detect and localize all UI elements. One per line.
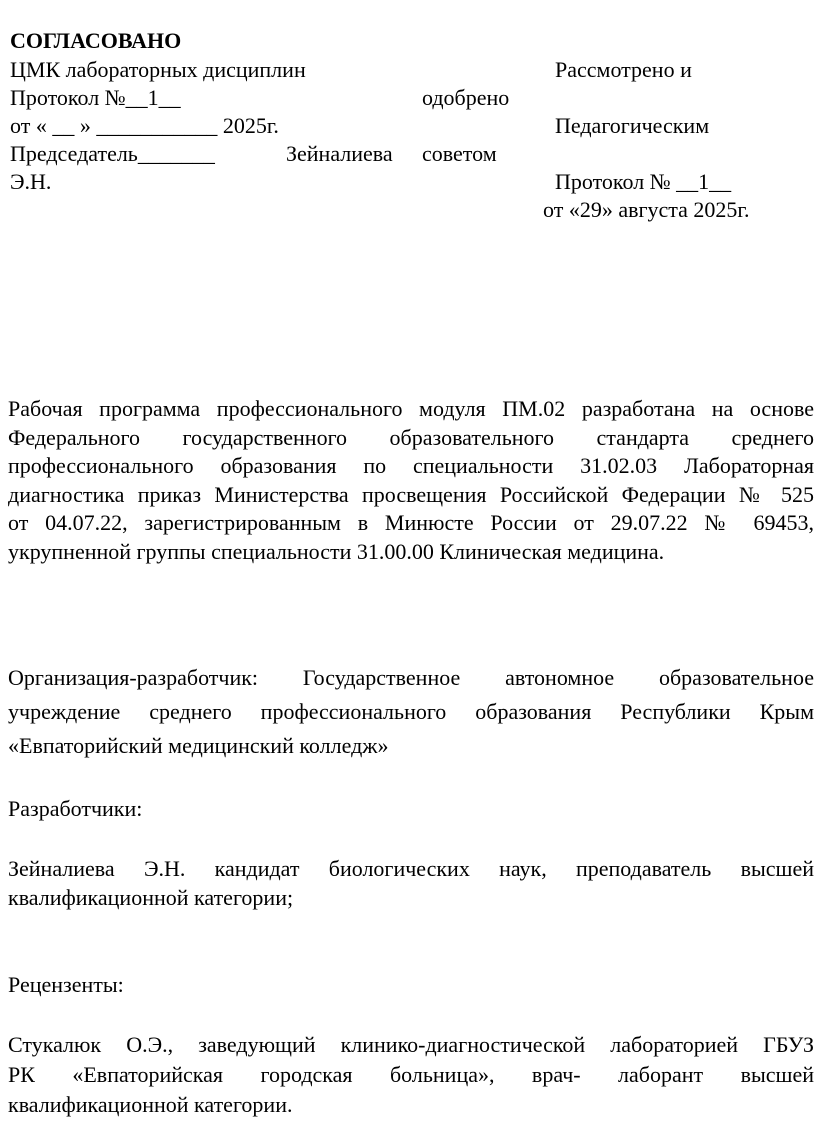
organization-paragraph xyxy=(8,661,814,763)
reviewer-line: квалификационной категории. xyxy=(8,1092,293,1117)
reviewers-paragraph xyxy=(8,1030,814,1120)
cmk-name: ЦМК лабораторных дисциплин xyxy=(10,57,306,82)
program-paragraph xyxy=(8,395,814,566)
program-line: Рабочая программа профессионального модуля ПМ.02 разработана на основе xyxy=(8,396,814,421)
organization-line: «Евпаторийский медицинский колледж» xyxy=(8,733,389,758)
review-line-3: Педагогическим xyxy=(555,113,710,138)
organization-line: Организация-разработчик: Государственное автономное образовательное xyxy=(8,665,814,690)
program-line: диагностика приказ Министерства просвещения Российской Федерации № 525 xyxy=(8,481,814,507)
program-line: Федерального государственного образовательного стандарта среднего xyxy=(8,424,814,450)
agreed-title: СОГЛАСОВАНО xyxy=(10,28,182,53)
developers-heading: Разработчики: xyxy=(8,796,143,821)
reviewer-line: РК «Евпаторийская городская больница», врач- лаборант высшей xyxy=(8,1062,814,1087)
date-right: от «29» августа 2025г. xyxy=(543,197,750,222)
reviewers-heading: Рецензенты: xyxy=(8,972,124,997)
date-left: от « __ » ___________ 2025г. xyxy=(10,113,279,138)
protocol-right: Протокол № __1__ xyxy=(555,169,732,194)
protocol-left: Протокол №__1__ xyxy=(10,85,181,110)
chair-surname: Зейналиева xyxy=(286,141,393,166)
review-line-4: советом xyxy=(422,141,497,166)
chair-initials: Э.Н. xyxy=(10,169,52,194)
reviewer-line: Стукалюк О.Э., заведующий клинико-диагностической лабораторией ГБУЗ xyxy=(8,1032,814,1057)
program-line: профессионального образования по специальности 31.02.03 Лабораторная xyxy=(8,453,814,478)
program-line: укрупненной группы специальности 31.00.00 Клиническая медицина. xyxy=(8,538,665,564)
developer-line: квалификационной категории; xyxy=(8,885,294,910)
chair-label: Председатель_______ xyxy=(10,141,215,166)
review-line-1: Рассмотрено и xyxy=(555,57,692,82)
developers-paragraph xyxy=(8,854,814,912)
review-line-2: одобрено xyxy=(422,85,510,110)
organization-line: учреждение среднего профессионального образования Республики Крым xyxy=(8,699,814,724)
program-line: от 04.07.22, зарегистрированным в Минюсте России от 29.07.22 № 69453, xyxy=(8,510,814,535)
developer-line: Зейналиева Э.Н. кандидат биологических наук, преподаватель высшей xyxy=(8,856,814,881)
